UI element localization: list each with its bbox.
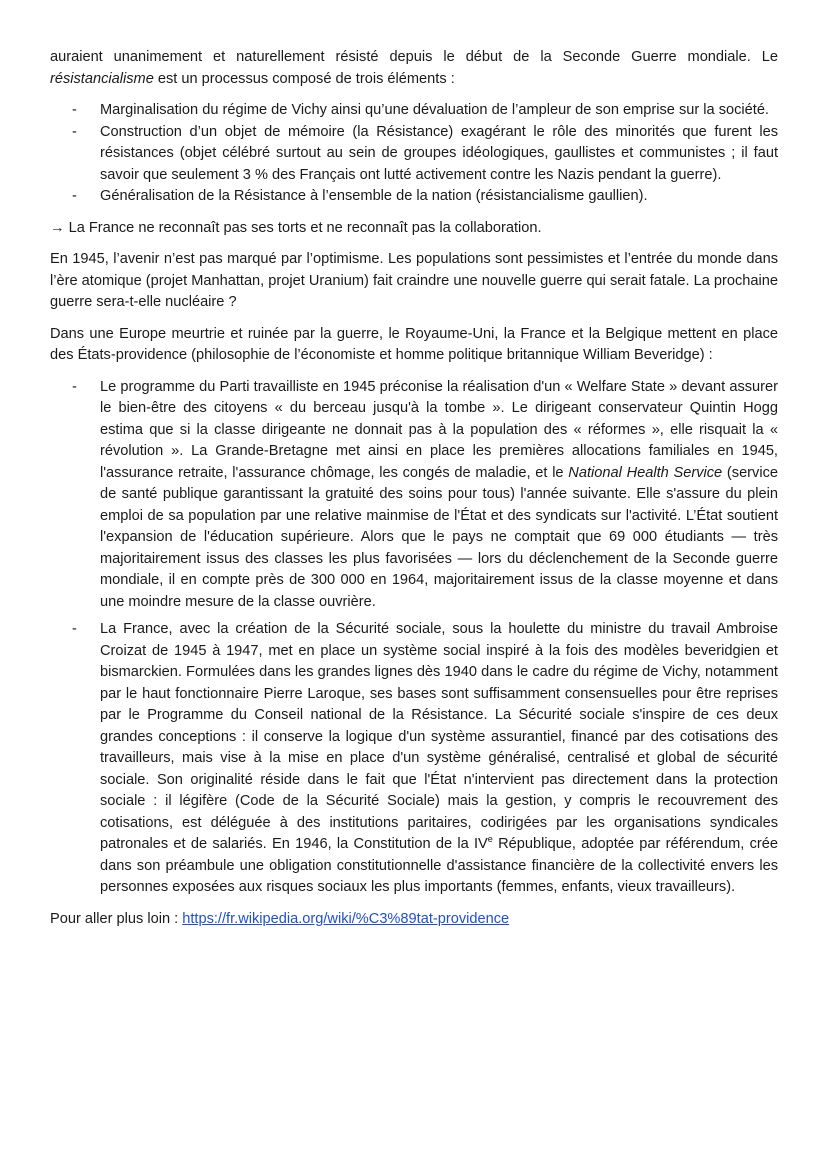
list-item-text: Construction d’un objet de mémoire (la Résistance) exagérant le rôle des minorités que furent les résistances (objet célébré surtout au sein de groupes idéologiques, gaullistes et communistes ; il faut savoir que seulement 3 % des Français ont lutté activement contre les Nazis pendant la guerre).	[100, 123, 778, 183]
dash-bullet: -	[72, 102, 77, 118]
list-item-text: Généralisation de la Résistance à l’ensemble de la nation (résistancialisme gaullien).	[100, 188, 648, 204]
arrow-right-icon: →	[50, 219, 65, 236]
wikipedia-link[interactable]: https://fr.wikipedia.org/wiki/%C3%89tat-providence	[182, 910, 510, 927]
list-item-uk	[50, 377, 778, 614]
paragraph-1945: En 1945, l’avenir n’est pas marqué par l’optimisme. Les populations sont pessimistes et l’entrée du monde dans l’ère atomique (projet Manhattan, projet Uranium) fait craindre une nouvelle guerre qui serait fatale. La prochaine guerre sera-t-elle nucléaire ?	[50, 251, 778, 310]
list-item-france	[50, 619, 778, 899]
intro-term: résistancialisme	[50, 70, 154, 87]
further-reading	[50, 909, 778, 931]
list-item-text: Marginalisation du régime de Vichy ainsi qu’une dévaluation de l’ampleur de son emprise sur la société.	[100, 102, 769, 118]
france-text-part2: République, adoptée par référendum, crée dans son préambule une obligation constitutionnelle d'assistance financière de la collectivité envers les personnes exposées aux risques sociaux les plus importants (femmes, enfants, vieux travailleurs).	[100, 836, 778, 895]
dash-bullet: -	[72, 378, 77, 395]
nhs-term: National Health Service	[568, 464, 723, 481]
list-item	[50, 122, 778, 187]
list-item	[50, 100, 778, 122]
superscript: e	[487, 834, 493, 845]
uk-text-part1: Le programme du Parti travailliste en 1945 préconise la réalisation d'un « Welfare State » devant assurer le bien-être des citoyens « du berceau jusqu'à la tombe ». Le dirigeant conservateur Quintin Hogg estima que si la classe dirigeante ne donnait pas à la population des « réformes », elle risquait la « révolution ». La Grande-Bretagne met ainsi en place les premières allocations familiales en 1945, l'assurance retraite, l'assurance chômage, les congés de maladie, et le	[100, 378, 778, 481]
paragraph-europe: Dans une Europe meurtrie et ruinée par la guerre, le Royaume-Uni, la France et la Belgique mettent en place des États-providence (philosophie de l’économiste et homme politique britannique William Beveridge) :	[50, 325, 778, 363]
intro-text: auraient unanimement et naturellement résisté depuis le début de la Seconde Guerre mondiale. Le	[50, 49, 778, 65]
document-page	[50, 47, 778, 930]
intro-text-end: est un processus composé de trois éléments :	[153, 70, 455, 87]
uk-text-part2: (service de santé publique garantissant la gratuité des soins pour tous) l'année suivante. Elle s'assure du plein emploi de sa population par une relative mainmise de l'État et des syndicats sur l'activité. L’État soutient l'expansion de l'éducation supérieure. Alors que le pays ne comptait que 69 000 étudiants — très majoritairement issus des classes les plus favorisées — lors du déclenchement de la Seconde guerre mondiale, il en compte près de 300 000 en 1964, majoritairement issus de la classe moyenne et dans une moindre mesure de la classe ouvrière.	[100, 464, 778, 610]
dash-bullet: -	[72, 123, 77, 140]
dash-bullet: -	[72, 188, 77, 204]
resistancialisme-list	[50, 100, 778, 208]
conclusion-line	[50, 218, 778, 240]
further-label: Pour aller plus loin :	[50, 910, 183, 927]
intro-paragraph	[50, 47, 778, 90]
france-text-part1: La France, avec la création de la Sécurité sociale, sous la houlette du ministre du travail Ambroise Croizat de 1945 à 1947, met en place un système social inspiré à la fois des modèles beveridgien et bismarckien. Formulées dans les grandes lignes dès 1940 dans le cadre du régime de Vichy, notamment par le haut fonctionnaire Pierre Laroque, ses bases sont suffisamment consensuelles pour être reprises par le Programme du Conseil national de la Résistance. La Sécurité sociale s'inspire de ces deux grandes conceptions : il conserve la logique d'un système assurantiel, financé par des cotisations des travailleurs, mais vise à la mise en place d'un système généralisé, centralisé et global de sécurité sociale. Son originalité réside dans le fait que l'État n'intervient pas directement dans la protection sociale : il légifère (Code de la Sécurité Sociale) mais la gestion, y compris le recouvrement des cotisations, est déléguée à des institutions paritaires, codirigées par les organisations syndicales patronales et de salariés. En 1946, la Constitution de la IV	[100, 621, 778, 852]
welfare-state-list	[50, 377, 778, 899]
list-item	[50, 186, 778, 208]
dash-bullet: -	[72, 621, 77, 637]
conclusion-text: La France ne reconnaît pas ses torts et ne reconnaît pas la collaboration.	[68, 219, 542, 236]
